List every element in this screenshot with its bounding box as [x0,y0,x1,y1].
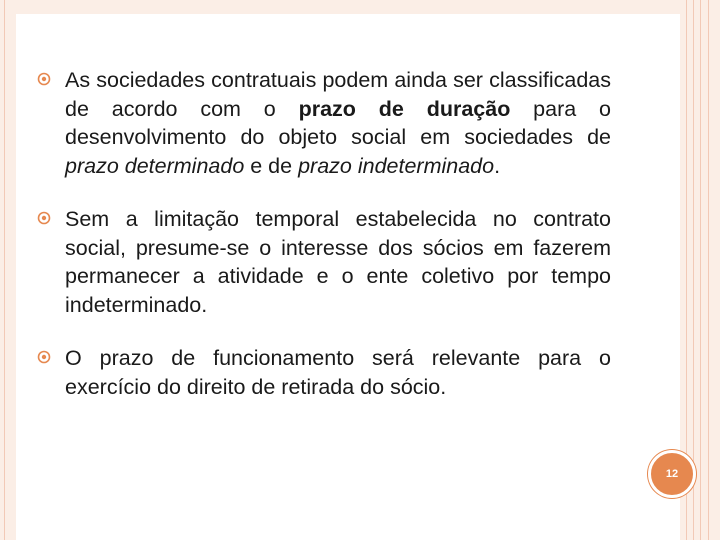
frame-stripe-left [4,0,5,540]
circle-bullet-icon [37,211,51,225]
bullet-text-italic: prazo determinado [65,153,245,178]
bullet-item [37,66,611,180]
frame-stripe-right [700,0,701,540]
bullet-list [37,66,611,401]
page-number: 12 [665,468,679,480]
bullet-text: e de [244,153,299,178]
frame-stripe-right [693,0,694,540]
frame-stripe-right [708,0,709,540]
bullet-text-bold: prazo de duração [298,96,511,121]
circle-bullet-icon [37,72,51,86]
page-number-badge [648,450,696,498]
bullet-text: As sociedades contratuais podem ainda ser classificadas de acordo com o [65,68,611,121]
bullet-text-italic: prazo indeterminado [298,153,495,178]
bullet-item [37,344,611,401]
bullet-text: . [494,153,501,178]
bullet-text: Sem a limitação temporal estabelecida no contrato social, presume-se o interesse dos sócios em fazerem permanecer a atividade e o ente coletivo por tempo indeterminado. [65,207,611,317]
bullet-text: O prazo de funcionamento será relevante para o exercício do direito de retirada do sócio. [65,346,611,399]
bullet-text: para o desenvolvimento do objeto social em sociedades de [65,96,612,149]
circle-bullet-icon [37,350,51,364]
bullet-item [37,205,611,319]
